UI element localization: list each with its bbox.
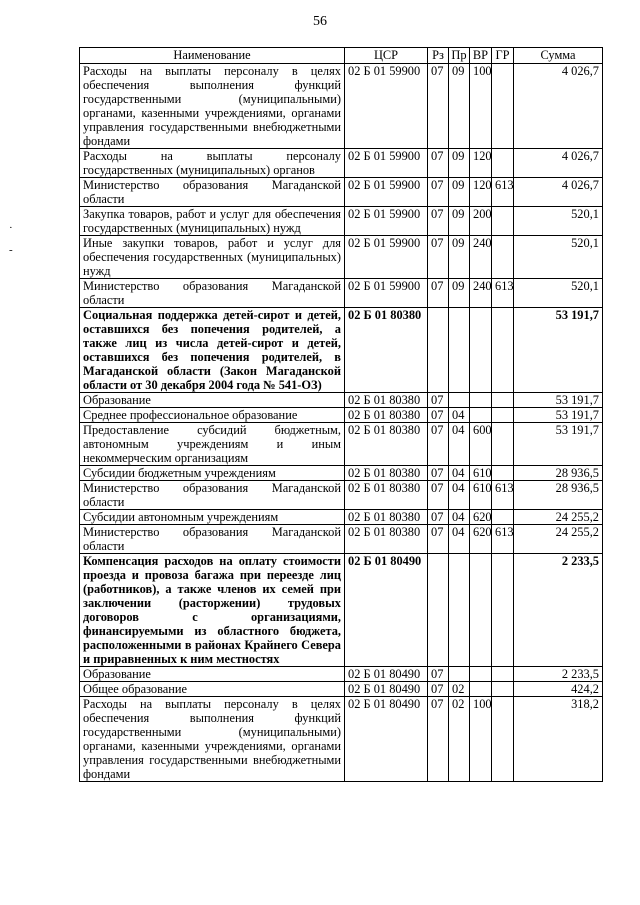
header-rz: Рз <box>428 48 449 64</box>
cell-name: Иные закупки товаров, работ и услуг для обеспечения государственных (муниципальных) нужд <box>80 236 345 279</box>
cell-rz <box>428 308 449 393</box>
cell-gr <box>492 554 514 667</box>
cell-vr <box>470 408 492 423</box>
cell-pr: 04 <box>449 525 470 554</box>
cell-csr: 02 Б 01 80490 <box>345 682 428 697</box>
cell-sum: 4 026,7 <box>514 178 603 207</box>
cell-name: Расходы на выплаты персоналу в целях обеспечения выполнения функций государственными (муниципальными) органами, казенными учреждениями, органами управления государственными внебюджетными фондами <box>80 697 345 782</box>
cell-rz: 07 <box>428 682 449 697</box>
cell-vr: 200 <box>470 207 492 236</box>
cell-csr: 02 Б 01 80490 <box>345 554 428 667</box>
cell-csr: 02 Б 01 59900 <box>345 149 428 178</box>
cell-rz: 07 <box>428 64 449 149</box>
cell-vr: 610 <box>470 481 492 510</box>
table-row <box>80 207 603 236</box>
cell-vr: 620 <box>470 510 492 525</box>
cell-gr: 613 <box>492 178 514 207</box>
cell-csr: 02 Б 01 80380 <box>345 466 428 481</box>
table-row <box>80 64 603 149</box>
cell-csr: 02 Б 01 80380 <box>345 423 428 466</box>
cell-name: Общее образование <box>80 682 345 697</box>
cell-pr: 04 <box>449 466 470 481</box>
cell-pr: 09 <box>449 236 470 279</box>
cell-vr: 100 <box>470 64 492 149</box>
header-vr: ВР <box>470 48 492 64</box>
cell-csr: 02 Б 01 80380 <box>345 525 428 554</box>
cell-name: Расходы на выплаты персоналу государственных (муниципальных) органов <box>80 149 345 178</box>
cell-gr <box>492 682 514 697</box>
cell-name: Субсидии бюджетным учреждениям <box>80 466 345 481</box>
cell-rz: 07 <box>428 149 449 178</box>
table-row <box>80 423 603 466</box>
cell-name: Министерство образования Магаданской области <box>80 481 345 510</box>
cell-pr: 09 <box>449 149 470 178</box>
cell-rz: 07 <box>428 697 449 782</box>
table-row <box>80 236 603 279</box>
cell-name: Министерство образования Магаданской области <box>80 279 345 308</box>
cell-csr: 02 Б 01 80380 <box>345 408 428 423</box>
table-row <box>80 308 603 393</box>
cell-csr: 02 Б 01 59900 <box>345 236 428 279</box>
page-number: 56 <box>313 14 327 29</box>
cell-pr: 04 <box>449 408 470 423</box>
cell-rz: 07 <box>428 393 449 408</box>
cell-sum: 424,2 <box>514 682 603 697</box>
table-row <box>80 667 603 682</box>
header-csr: ЦСР <box>345 48 428 64</box>
cell-pr <box>449 308 470 393</box>
cell-vr <box>470 554 492 667</box>
cell-rz: 07 <box>428 279 449 308</box>
cell-vr: 620 <box>470 525 492 554</box>
cell-vr <box>470 682 492 697</box>
cell-rz: 07 <box>428 667 449 682</box>
header-pr: Пр <box>449 48 470 64</box>
cell-csr: 02 Б 01 59900 <box>345 207 428 236</box>
cell-sum: 2 233,5 <box>514 554 603 667</box>
cell-rz: 07 <box>428 466 449 481</box>
cell-pr: 09 <box>449 279 470 308</box>
cell-pr: 04 <box>449 481 470 510</box>
margin-mark: - <box>9 244 13 256</box>
cell-sum: 520,1 <box>514 279 603 308</box>
cell-gr <box>492 308 514 393</box>
cell-name: Социальная поддержка детей-сирот и детей, оставшихся без попечения родителей, а также лиц из числа детей-сирот и детей, оставшихся без попечения родителей, в Магаданской области (Закон Магаданской области от 30 декабря 2004 года № 541-ОЗ) <box>80 308 345 393</box>
table-row <box>80 682 603 697</box>
margin-mark: · <box>9 222 13 234</box>
cell-pr: 09 <box>449 64 470 149</box>
cell-gr <box>492 408 514 423</box>
cell-name: Министерство образования Магаданской области <box>80 525 345 554</box>
cell-pr: 02 <box>449 697 470 782</box>
cell-pr: 04 <box>449 510 470 525</box>
cell-gr <box>492 667 514 682</box>
cell-csr: 02 Б 01 59900 <box>345 178 428 207</box>
cell-name: Образование <box>80 667 345 682</box>
cell-rz: 07 <box>428 525 449 554</box>
cell-sum: 53 191,7 <box>514 308 603 393</box>
cell-rz <box>428 554 449 667</box>
table-row <box>80 554 603 667</box>
cell-gr: 613 <box>492 279 514 308</box>
cell-name: Министерство образования Магаданской области <box>80 178 345 207</box>
cell-vr: 240 <box>470 236 492 279</box>
cell-sum: 28 936,5 <box>514 466 603 481</box>
cell-gr <box>492 510 514 525</box>
header-name: Наименование <box>80 48 345 64</box>
table-row <box>80 697 603 782</box>
cell-vr: 100 <box>470 697 492 782</box>
cell-name: Субсидии автономным учреждениям <box>80 510 345 525</box>
cell-name: Образование <box>80 393 345 408</box>
cell-csr: 02 Б 01 80380 <box>345 481 428 510</box>
table-row <box>80 481 603 510</box>
table-row <box>80 149 603 178</box>
cell-name: Закупка товаров, работ и услуг для обеспечения государственных (муниципальных) нужд <box>80 207 345 236</box>
cell-pr: 09 <box>449 178 470 207</box>
cell-rz: 07 <box>428 408 449 423</box>
cell-name: Предоставление субсидий бюджетным, автономным учреждениям и иным некоммерческим организациям <box>80 423 345 466</box>
cell-sum: 24 255,2 <box>514 525 603 554</box>
cell-sum: 4 026,7 <box>514 149 603 178</box>
cell-sum: 2 233,5 <box>514 667 603 682</box>
cell-sum: 520,1 <box>514 236 603 279</box>
cell-name: Расходы на выплаты персоналу в целях обеспечения выполнения функций государственными (муниципальными) органами, казенными учреждениями, органами управления государственными внебюджетными фондами <box>80 64 345 149</box>
cell-csr: 02 Б 01 80380 <box>345 510 428 525</box>
cell-sum: 28 936,5 <box>514 481 603 510</box>
cell-sum: 4 026,7 <box>514 64 603 149</box>
cell-sum: 318,2 <box>514 697 603 782</box>
cell-csr: 02 Б 01 80380 <box>345 308 428 393</box>
cell-rz: 07 <box>428 510 449 525</box>
cell-sum: 53 191,7 <box>514 393 603 408</box>
cell-pr: 04 <box>449 423 470 466</box>
cell-gr <box>492 236 514 279</box>
cell-pr <box>449 393 470 408</box>
cell-rz: 07 <box>428 178 449 207</box>
table-row <box>80 525 603 554</box>
table-row <box>80 178 603 207</box>
cell-pr <box>449 667 470 682</box>
cell-gr <box>492 207 514 236</box>
cell-pr: 09 <box>449 207 470 236</box>
cell-vr <box>470 667 492 682</box>
cell-rz: 07 <box>428 207 449 236</box>
header-gr: ГР <box>492 48 514 64</box>
cell-pr <box>449 554 470 667</box>
cell-gr <box>492 149 514 178</box>
cell-vr <box>470 308 492 393</box>
cell-csr: 02 Б 01 80380 <box>345 393 428 408</box>
cell-gr <box>492 423 514 466</box>
cell-vr: 600 <box>470 423 492 466</box>
cell-vr: 120 <box>470 178 492 207</box>
cell-csr: 02 Б 01 59900 <box>345 64 428 149</box>
budget-table <box>79 47 603 782</box>
cell-gr <box>492 393 514 408</box>
cell-gr <box>492 466 514 481</box>
cell-rz: 07 <box>428 481 449 510</box>
cell-sum: 53 191,7 <box>514 408 603 423</box>
cell-vr: 610 <box>470 466 492 481</box>
cell-csr: 02 Б 01 59900 <box>345 279 428 308</box>
cell-sum: 520,1 <box>514 207 603 236</box>
cell-rz: 07 <box>428 236 449 279</box>
table-row <box>80 466 603 481</box>
cell-name: Среднее профессиональное образование <box>80 408 345 423</box>
table-row <box>80 510 603 525</box>
cell-vr: 120 <box>470 149 492 178</box>
table-row <box>80 393 603 408</box>
header-sum: Сумма <box>514 48 603 64</box>
cell-gr: 613 <box>492 525 514 554</box>
cell-vr: 240 <box>470 279 492 308</box>
cell-gr <box>492 697 514 782</box>
cell-csr: 02 Б 01 80490 <box>345 667 428 682</box>
cell-gr <box>492 64 514 149</box>
cell-rz: 07 <box>428 423 449 466</box>
cell-sum: 24 255,2 <box>514 510 603 525</box>
cell-csr: 02 Б 01 80490 <box>345 697 428 782</box>
cell-vr <box>470 393 492 408</box>
cell-sum: 53 191,7 <box>514 423 603 466</box>
table-row <box>80 279 603 308</box>
cell-name: Компенсация расходов на оплату стоимости проезда и провоза багажа при переезде лиц (работников), а также членов их семей при заключении (расторжении) трудовых договоров с организациями, финансируемыми из областного бюджета, расположенными в районах Крайнего Севера и приравненных к ним местностях <box>80 554 345 667</box>
cell-pr: 02 <box>449 682 470 697</box>
table-row <box>80 408 603 423</box>
table-header-row <box>80 48 603 64</box>
cell-gr: 613 <box>492 481 514 510</box>
